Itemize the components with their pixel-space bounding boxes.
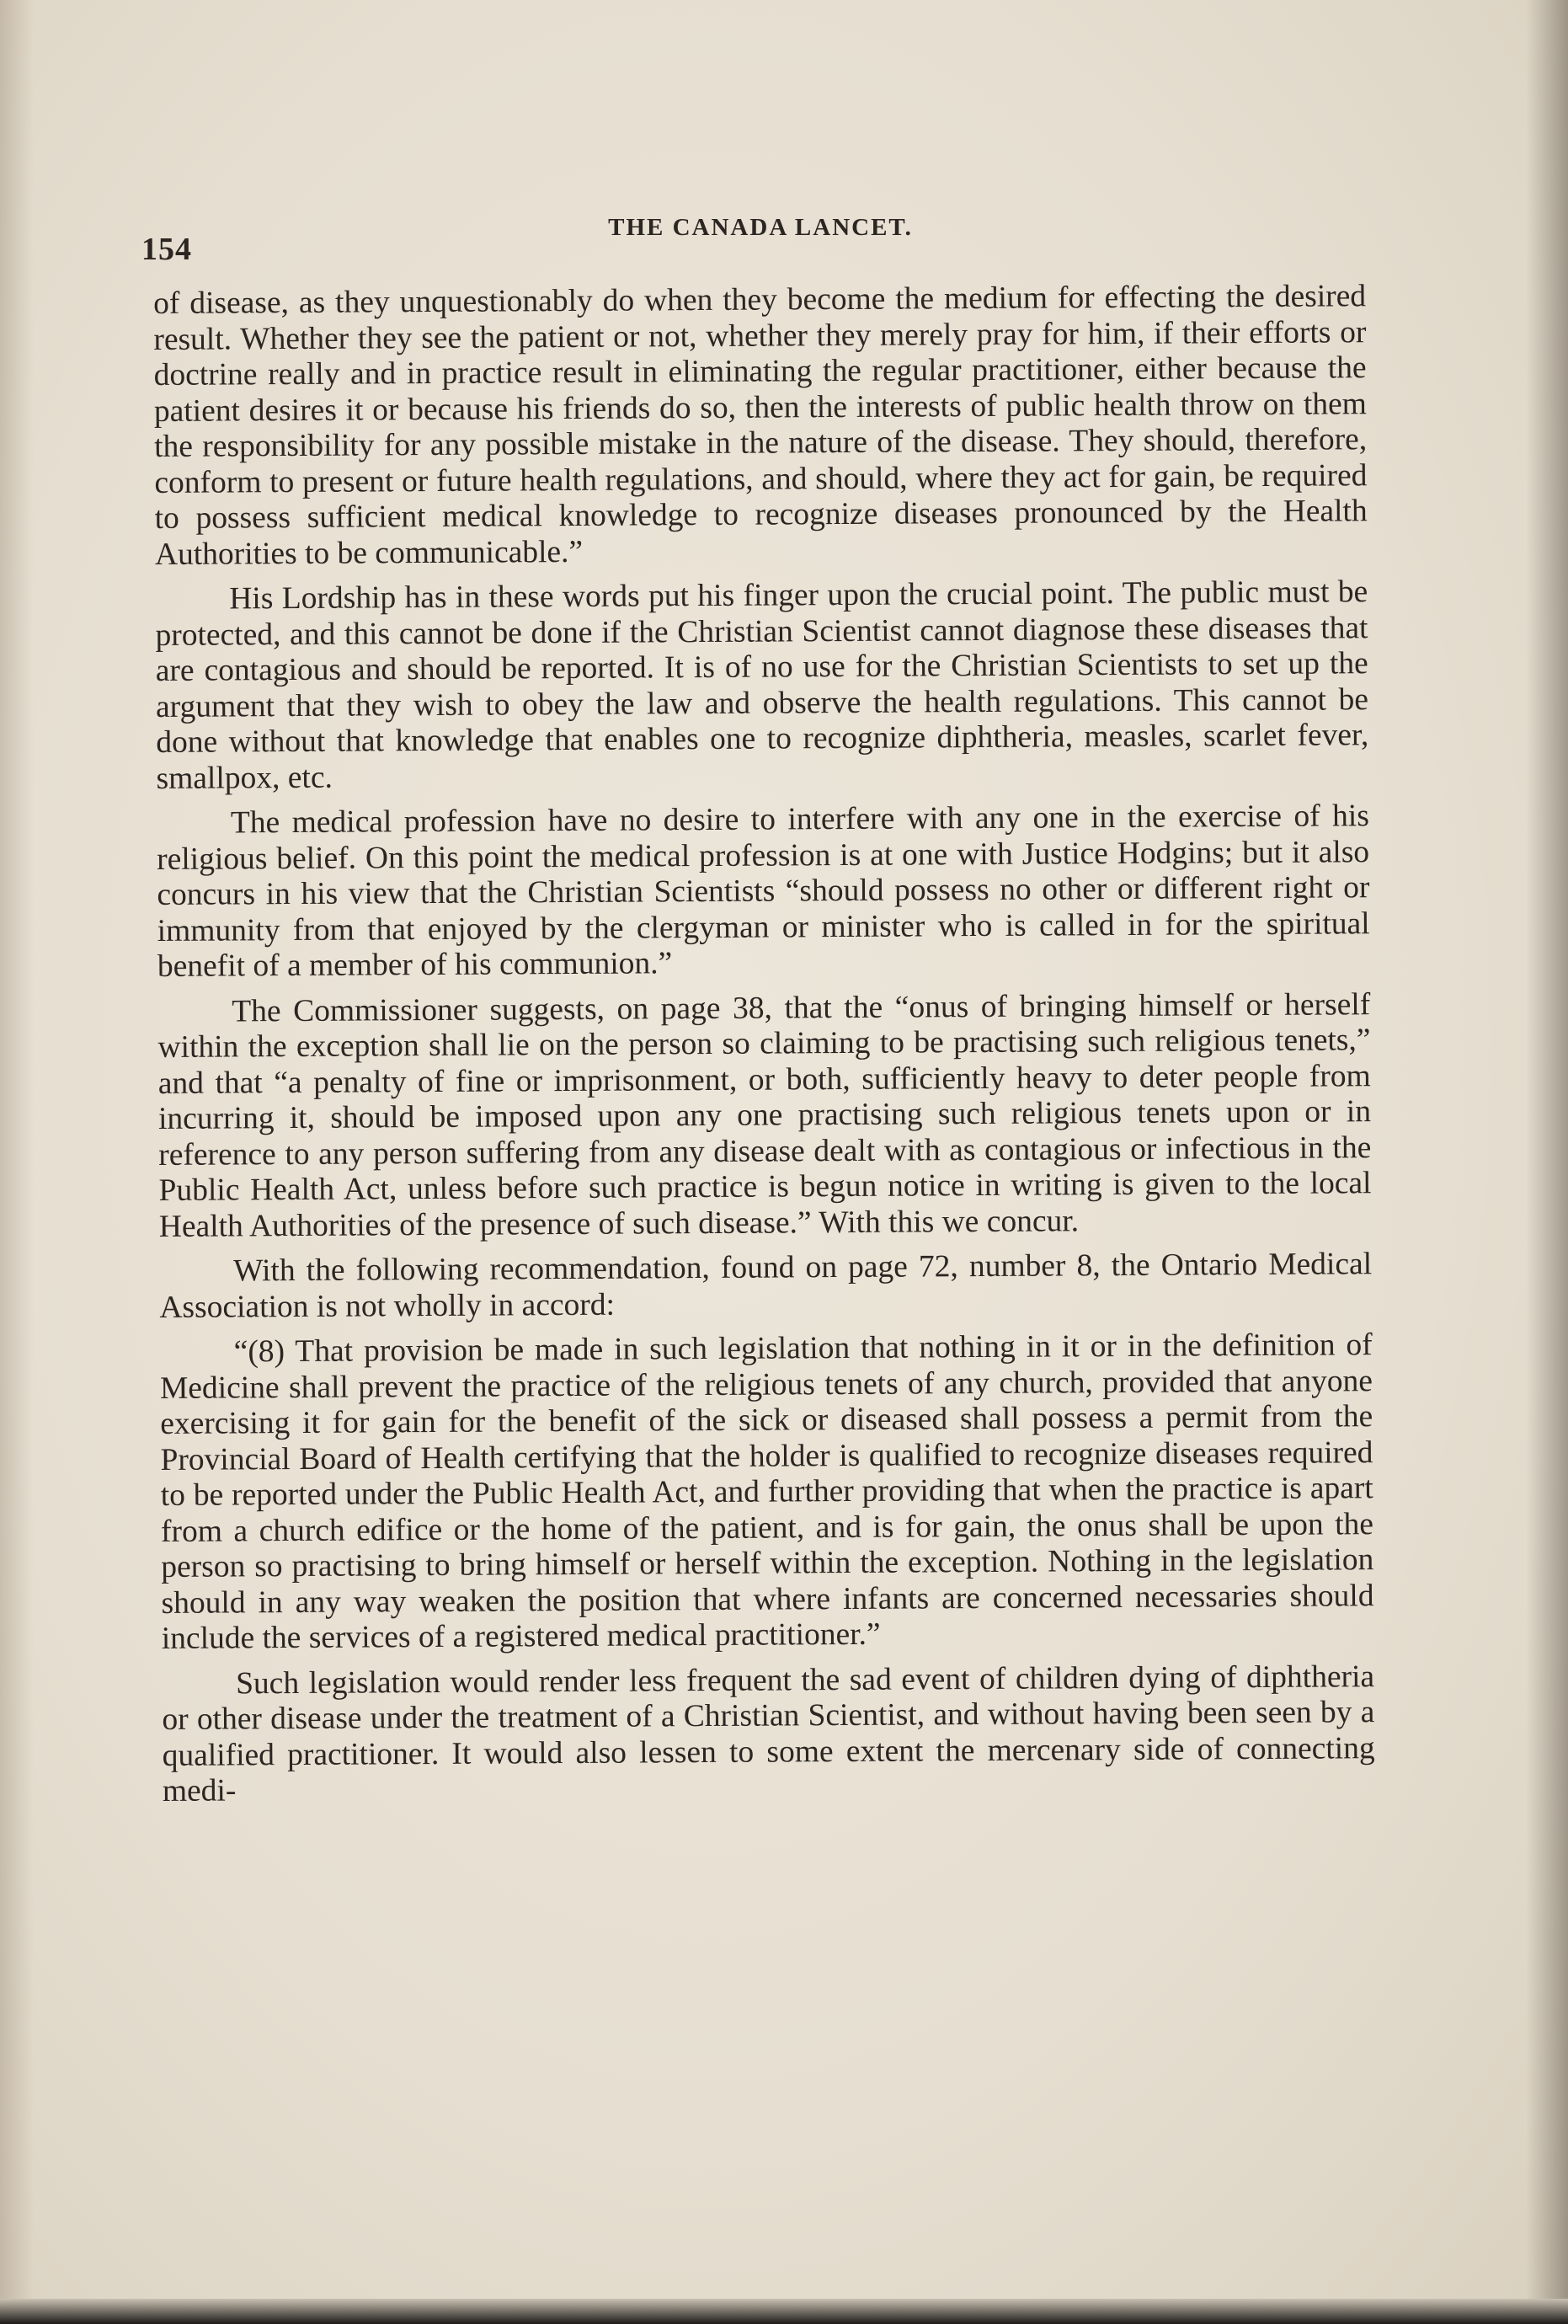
paragraph: His Lordship has in these words put his finger upon the crucial point. The public must be protected, and this cannot be done if the Christian Scientist cannot diagnose these diseases that are contagious and should be reported. It is of no use for the Christian Scientists to set up the argument that they wish to obey the law and observe the health regulations. This cannot be done without that knowledge that enables one to recognize diphtheria, measles, scarlet fever, smallpox, etc. [155,574,1369,796]
quoted-paragraph: “(8) That provision be made in such legislation that nothing in it or in the definition of Medicine shall prevent the practice of the religious tenets of any church, provided that anyone exercising it for gain for the benefit of the sick or diseased shall possess a permit from the Provincial Board of Health certifying that the holder is qualified to recognize diseases required to be reported under the Public Health Act, and further providing that when the practice is apart from a church edifice or the home of the patient, and is for gain, the onus shall be upon the person so practising to bring himself or herself within the exception. Nothing in the legislation should in any way weaken the position that where infants are concerned necessaries should include the services of a registered medical practitioner.” [159,1328,1374,1656]
paragraph: The medical profession have no desire to interfere with any one in the exercise of his religious belief. On this point the medical profession is at one with Justice Hodgins; but it also concurs in his view that the Christian Scientists “should possess no other or different right or immunity from that enjoyed by the clergyman or minister who is called in for the spiritual benefit of a member of his communion.” [157,799,1370,984]
paragraph: The Commissioner suggests, on page 38, that the “onus of bringing himself or herself within the exception shall lie on the person so claiming to be practising such religious tenets,” and that “a penalty of fine or imprisonment, or both, sufficiently heavy to deter people from incurring it, should be imposed upon any one practising such religious tenets upon or in reference to any person suffering from any disease dealt with as contagious or infectious in the Public Health Act, unless before such practice is begun notice in writing is given to the local Health Authorities of the presence of such disease.” With this we concur. [157,986,1372,1244]
bottom-edge [0,2299,1568,2324]
binding-shadow [0,0,34,2324]
body-text [153,279,1375,1819]
page-header [141,211,1379,267]
page-edge-shadow [1526,0,1568,2324]
page-number: 154 [141,232,192,267]
running-head: THE CANADA LANCET. [608,214,913,241]
paragraph: Such legislation would render less frequent the sad event of children dying of diphtheria or other disease under the treatment of a Christian Scientist, and without having been seen by a qualified practitioner. It would also lessen to some extent the mercenary side of connecting medi- [162,1659,1375,1808]
paragraph: of disease, as they unquestionably do when they become the medium for effecting the desired result. Whether they see the patient or not, whether they merely pray for him, if their efforts or doctrine really and in practice result in eliminating the regular practitioner, either because the patient desires it or because his friends do so, then the interests of public health throw on them the responsibility for any possible mistake in the nature of the disease. They should, therefore, conform to present or future health regulations, and should, where they act for gain, be required to possess sufficient medical knowledge to recognize diseases pronounced by the Health Authorities to be communicable.” [153,279,1368,572]
paragraph: With the following recommendation, found on page 72, number 8, the Ontario Medical Association is not wholly in accord: [159,1247,1373,1325]
